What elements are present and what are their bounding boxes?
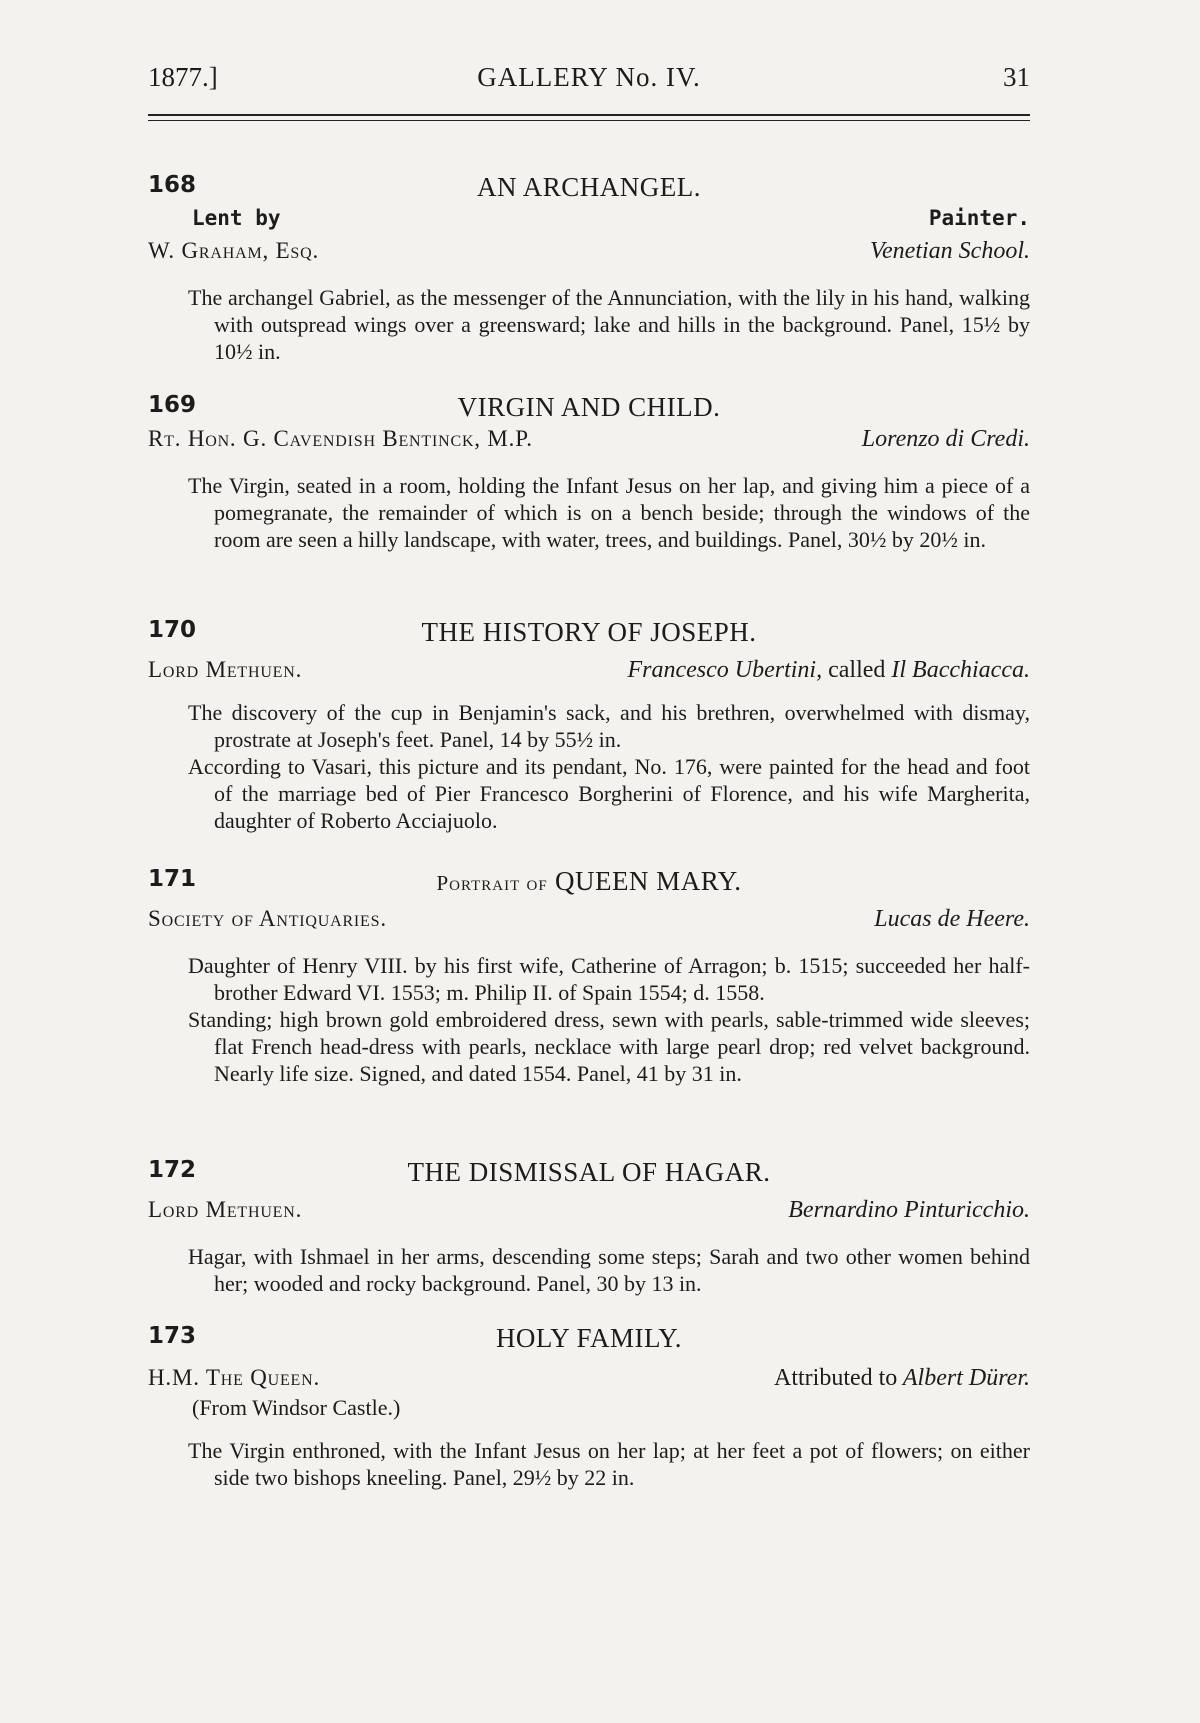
entry-painter: [774, 1365, 1030, 1392]
entry-number: 171: [148, 866, 197, 892]
entry-title-main: QUEEN MARY.: [554, 866, 742, 896]
catalogue-entry-170: [148, 617, 1030, 856]
header-year: 1877.]: [148, 62, 218, 92]
entry-description: The Virgin, seated in a room, holding the Infant Jesus on her lap, and giving him a piece of a pomegranate, the remainder of which is on a bench beside; through the windows of the room are seen a hilly landscape, with water, trees, and buildings. Panel, 30½ by 20½ in.: [188, 473, 1030, 552]
entry-description: Standing; high brown gold embroidered dress, sewn with pearls, sable-trimmed wide sleeves; flat French head-dress with pearls, necklace with large pearl drop; red velvet background. Nearly life size. Signed, and dated 1554. Panel, 41 by 31 in.: [188, 1007, 1030, 1086]
header-rule-bottom: [148, 120, 1030, 121]
entry-lender: Rt. Hon. G. Cavendish Bentinck, M.P.: [148, 426, 533, 451]
entry-description: The discovery of the cup in Benjamin's sack, and his brethren, overwhelmed with dismay, prostrate at Joseph's feet. Panel, 14 by 55½ in.: [188, 700, 1030, 752]
entry-painter: Venetian School.: [870, 238, 1030, 264]
painter-name: Albert Dürer.: [902, 1365, 1030, 1391]
painter-alias: Il Bacchiacca.: [891, 657, 1030, 683]
painter-connector: called: [828, 657, 886, 683]
entry-painter: Lucas de Heere.: [874, 906, 1030, 932]
entry-title: [148, 866, 1030, 897]
entry-title: HOLY FAMILY.: [495, 1323, 683, 1353]
entry-painter: Lorenzo di Credi.: [861, 426, 1030, 452]
entry-number: 172: [148, 1157, 197, 1183]
entry-title: VIRGIN AND CHILD.: [457, 392, 721, 422]
entry-lender: Society of Antiquaries.: [148, 906, 387, 931]
entry-number: 170: [148, 617, 197, 643]
header-title: GALLERY No. IV.: [477, 62, 701, 92]
entry-lender: H.M. The Queen.: [148, 1365, 321, 1390]
entry-number: 173: [148, 1323, 197, 1349]
entry-painter: Bernardino Pinturicchio.: [788, 1197, 1030, 1223]
entry-title: THE DISMISSAL OF HAGAR.: [407, 1157, 771, 1187]
entry-lender: W. Graham, Esq.: [148, 238, 320, 263]
lender-note: (From Windsor Castle.): [192, 1395, 401, 1420]
entry-description: The archangel Gabriel, as the messenger of the Annunciation, with the lily in his hand, walking with outspread wings over a greensward; lake and hills in the background. Panel, 15½ by 10½ in.: [188, 285, 1030, 364]
catalogue-entry-168: [148, 172, 1030, 387]
entry-number: 169: [148, 392, 197, 418]
painter-name: Francesco Ubertini,: [627, 657, 823, 683]
entry-lender: Lord Methuen.: [148, 1197, 303, 1222]
entry-description: The Virgin enthroned, with the Infant Jesus on her lap; at her feet a pot of flowers; on either side two bishops kneeling. Panel, 29½ by 22 in.: [188, 1438, 1030, 1490]
page-number: 31: [1003, 62, 1030, 92]
entry-lender: Lord Methuen.: [148, 657, 303, 682]
catalogue-entry-171: [148, 866, 1030, 1109]
catalogue-entry-169: [148, 392, 1030, 575]
catalogue-entry-172: [148, 1157, 1030, 1319]
entry-title: THE HISTORY OF JOSEPH.: [421, 617, 757, 647]
entry-painter: [627, 657, 1030, 684]
painter-label: Painter.: [928, 206, 1030, 230]
entry-title: AN ARCHANGEL.: [476, 172, 701, 202]
catalogue-entry-173: [148, 1323, 1030, 1513]
entry-number: 168: [148, 172, 197, 198]
entry-title-prefix: Portrait of: [436, 871, 548, 895]
header-rule-top: [148, 114, 1030, 116]
running-head: [148, 62, 1030, 102]
painter-prefix: Attributed to: [773, 1365, 898, 1391]
entry-biography: Daughter of Henry VIII. by his first wife, Catherine of Arragon; b. 1515; succeeded her half-brother Edward VI. 1553; m. Philip II. of Spain 1554; d. 1558.: [188, 953, 1030, 1005]
entry-note: According to Vasari, this picture and its pendant, No. 176, were painted for the head and foot of the marriage bed of Pier Francesco Borgherini of Florence, and his wife Margherita, daughter of Roberto Acciajuolo.: [188, 754, 1030, 833]
lent-by-label: Lent by: [192, 206, 281, 230]
entry-description: Hagar, with Ishmael in her arms, descending some steps; Sarah and two other women behind her; wooded and rocky background. Panel, 30 by 13 in.: [188, 1244, 1030, 1296]
